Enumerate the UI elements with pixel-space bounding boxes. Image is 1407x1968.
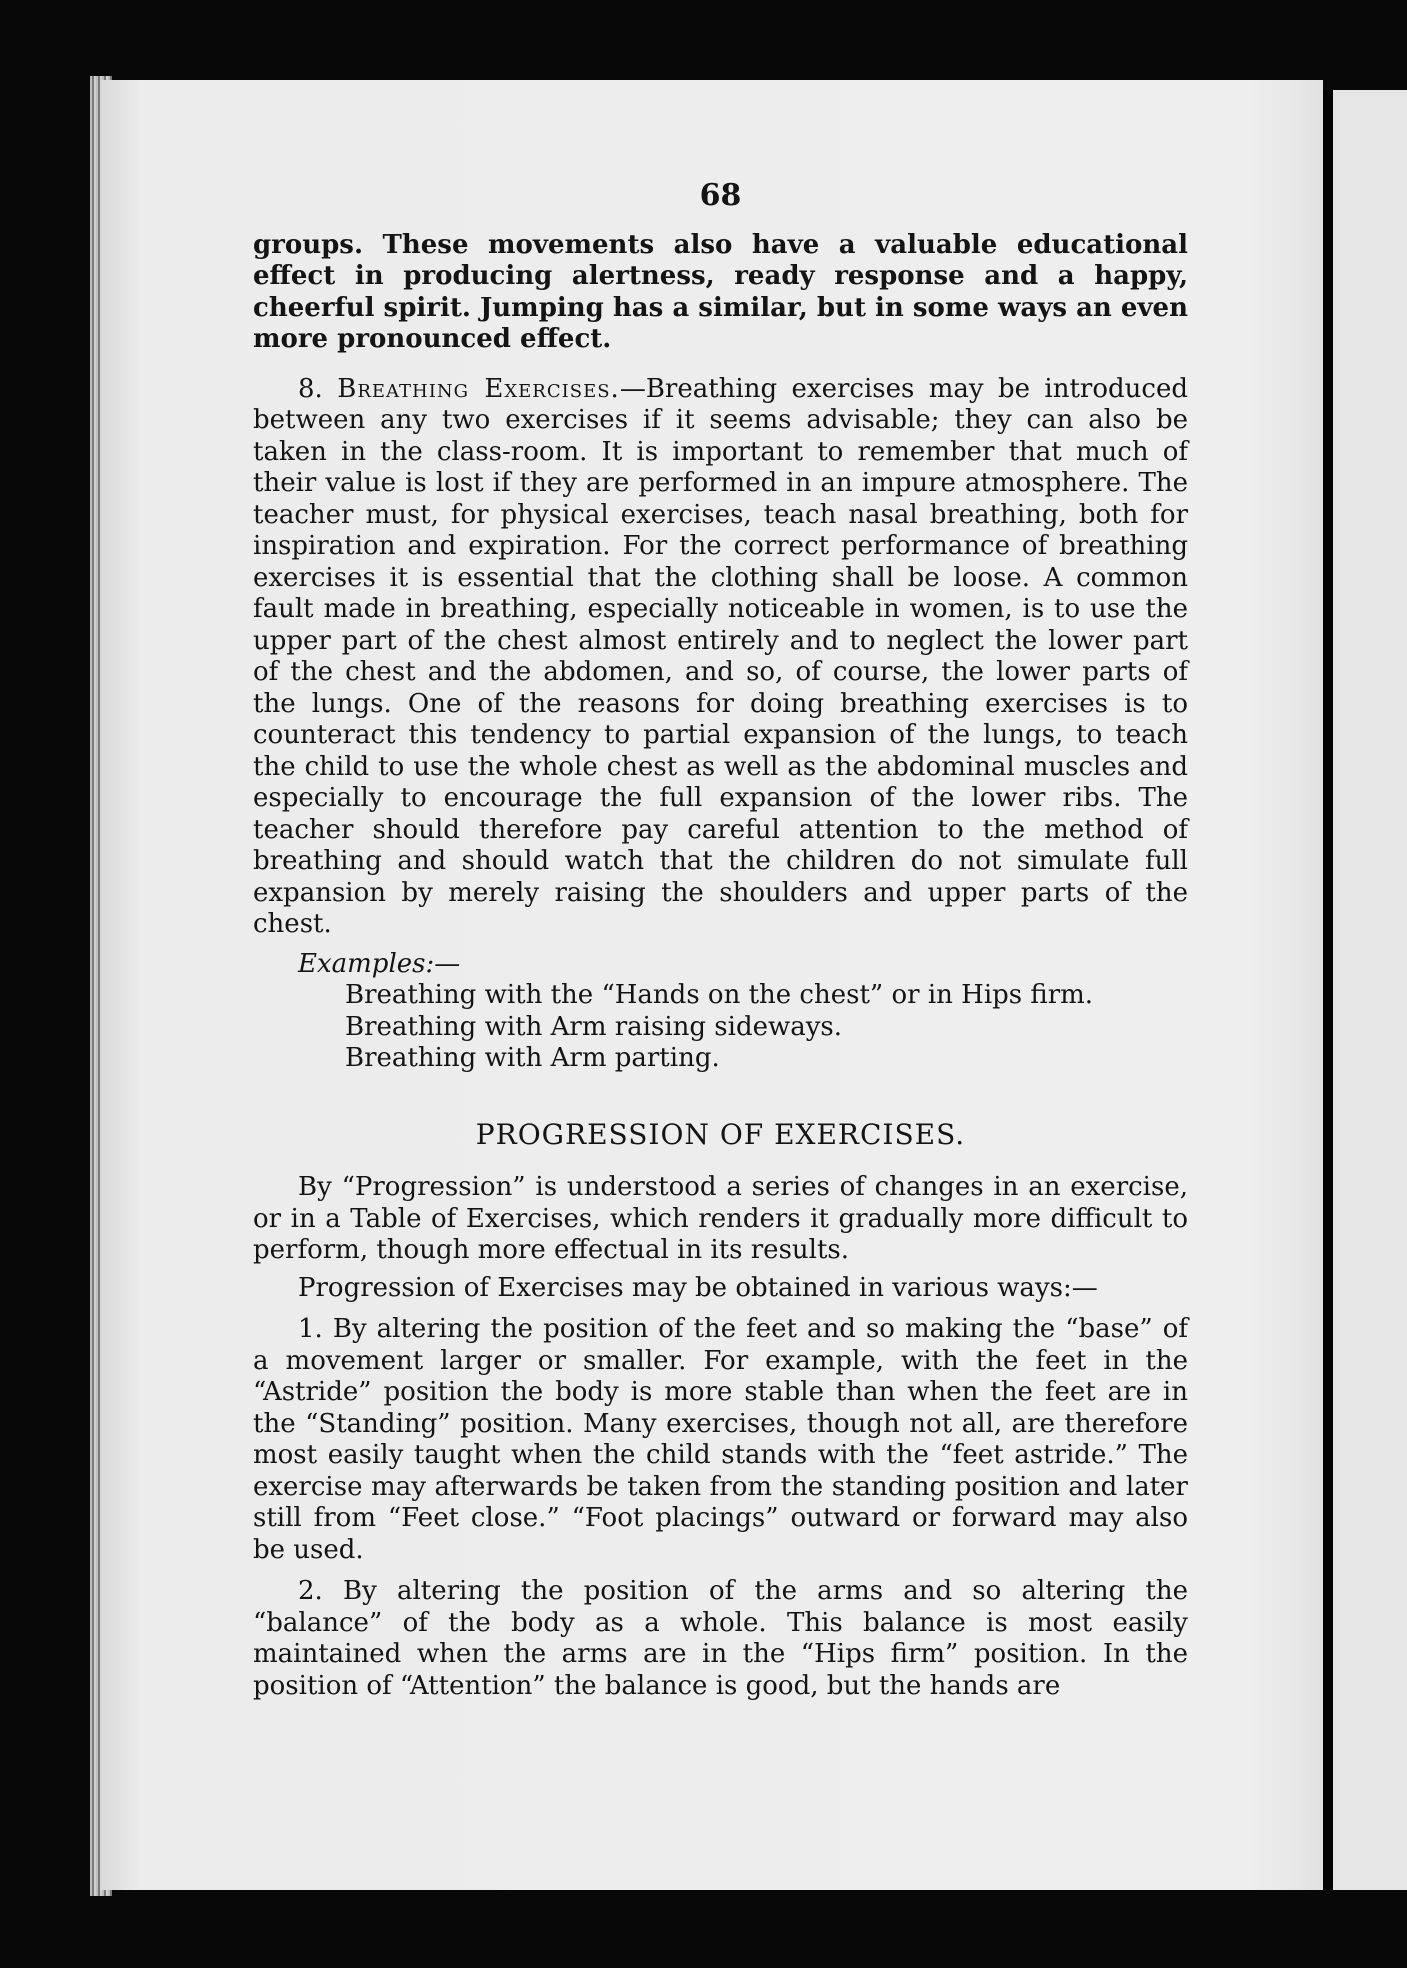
example-item: Breathing with Arm parting. [345, 1043, 720, 1073]
paragraph-breathing-exercises [253, 374, 1188, 941]
page-text [253, 180, 1188, 1702]
section-heading: PROGRESSION OF EXERCISES. [475, 1117, 966, 1151]
paragraph-item-1: 1. By altering the position of the feet and so making the “base” of a movement larger or smaller. For example, with the feet in the “Astride” position the body is more stable than when the feet are in the “Standing” position. Many exercises, though not all, are therefore most easily taught when the child stands with the “feet astride.” The exercise may afterwards be taken from the standing position and later still from “Feet close.” “Foot placings” outward or forward may also be used. [253, 1314, 1188, 1565]
facing-page-edge [1333, 90, 1407, 1890]
breathing-heading: Breathing Exercises. [337, 373, 620, 404]
example-item: Breathing with the “Hands on the chest” or in Hips firm. [345, 980, 1094, 1010]
paragraph-progression-ways: Progression of Exercises may be obtained in various ways:— [298, 1272, 1098, 1303]
paragraph-item-2: 2. By altering the position of the arms and so altering the “balance” of the body as a whole. This balance is most easily maintained when the arms are in the “Hips firm” position. In the position of “Attention” the balance is good, but the hands are [253, 1576, 1188, 1701]
examples-label: Examples:— [298, 948, 461, 979]
example-item: Breathing with Arm raising sideways. [345, 1011, 843, 1042]
page-edge-shadow [1323, 90, 1333, 1890]
breathing-number: 8. [298, 373, 323, 404]
paragraph-movements-effect: groups. These movements also have a valuable educational effect in producing alertness, ready response and a happy, cheerful spirit. Jumping has a similar, but in some ways an even more pronounced effect. [253, 229, 1188, 354]
examples-list [253, 980, 1188, 1075]
breathing-body: —Breathing exercises may be introduced between any two exercises if it seems advisable; they can also be taken in the class-room. It is important to remember that much of their value is lost if they are performed in an impure atmosphere. The teacher must, for physical exercises, teach nasal breathing, both for inspiration and expiration. For the correct performance of breathing exercises it is essential that the clothing shall be loose. A common fault made in breathing, especially noticeable in women, is to use the upper part of the chest almost entirely and to neglect the lower part of the chest and the abdomen, and so, of course, the lower parts of the lungs. One of the reasons for doing breathing exercises is to counteract this tendency to partial expansion of the lungs, to teach the child to use the whole chest as well as the abdominal muscles and especially to encourage the full expansion of the lower ribs. The teacher should therefore pay careful attention to the method of breathing and should watch that the children do not simulate full expansion by merely raising the shoulders and upper parts of the chest. [253, 373, 1188, 939]
paragraph-progression-intro: By “Progression” is understood a series of changes in an exercise, or in a Table of Exercises, which renders it gradually more difficult to perform, though more effectual in its results. [253, 1172, 1188, 1265]
page-number: 68 [699, 178, 742, 213]
